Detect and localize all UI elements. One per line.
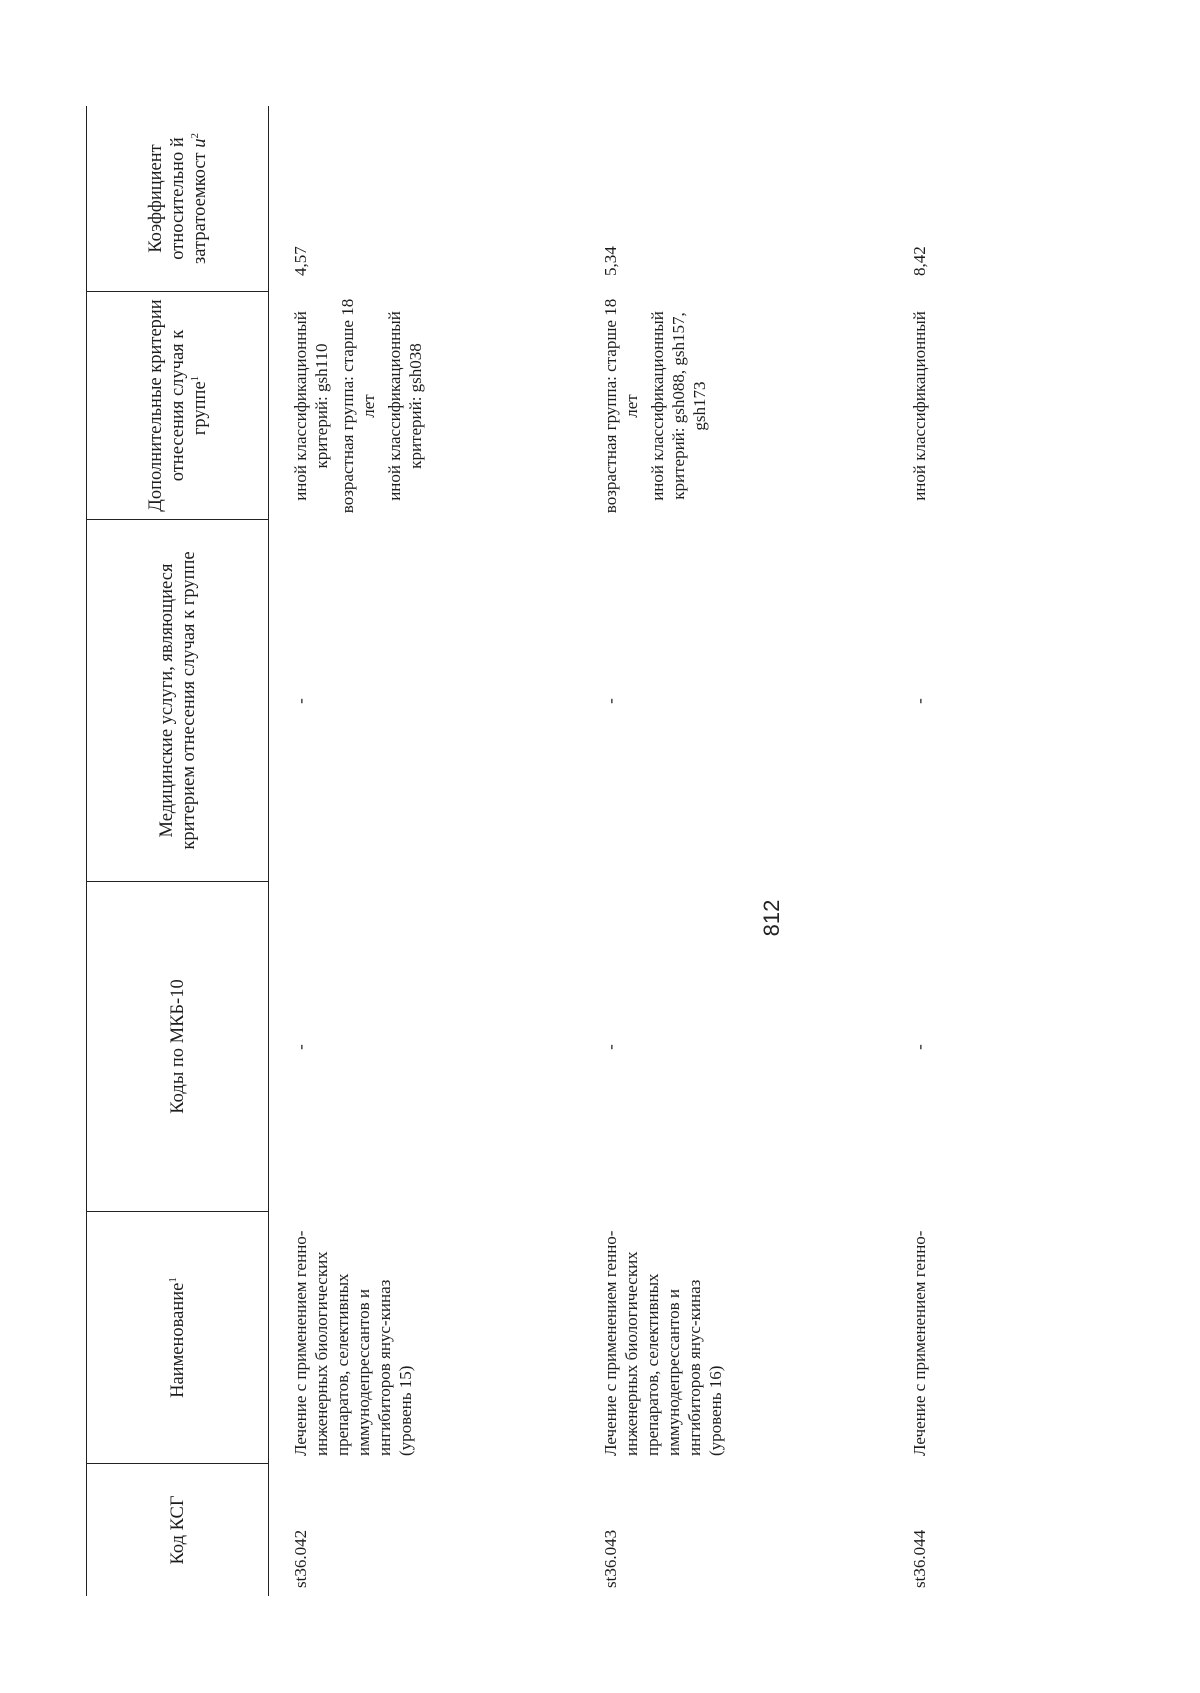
criteria-item: иной классификационный критерий: gsh088, gsh157, gsh173 bbox=[648, 311, 709, 501]
row-name: Лечение с применением генно- bbox=[910, 1230, 929, 1456]
page-number: 812 bbox=[759, 899, 784, 937]
table-header bbox=[86, 106, 269, 1596]
header-criteria bbox=[87, 292, 268, 520]
header-coefficient-footnote: 2 bbox=[188, 133, 201, 139]
row-criteria bbox=[290, 292, 431, 520]
header-name bbox=[87, 1212, 268, 1464]
header-services-label: Медицинские услуги, являющиеся критерием отнесения случая к группе bbox=[156, 551, 199, 850]
header-icd-label: Коды по МКБ-10 bbox=[167, 979, 188, 1114]
row-coefficient: 4,57 bbox=[291, 246, 310, 276]
row-icd: - bbox=[910, 1044, 929, 1050]
row-name: Лечение с применением генно-инженерных биологических препаратов, селективных иммунодепрессантов и ингибиторов янус-киназ (уровень 16) bbox=[601, 1230, 725, 1456]
row-code: st36.044 bbox=[910, 1529, 929, 1588]
header-criteria-label: Дополнительные критерии отнесения случая к группе bbox=[145, 299, 210, 512]
criteria-item: возрастная группа: старше 18 лет bbox=[601, 298, 641, 514]
row-coefficient: 8,42 bbox=[910, 246, 929, 276]
row-services: - bbox=[291, 698, 310, 704]
criteria-item: иной классификационный критерий: gsh038 bbox=[385, 311, 425, 501]
header-coefficient-label: Коэффициент относительно й затратоемкост bbox=[145, 137, 210, 264]
header-icd bbox=[87, 882, 268, 1212]
row-icd: - bbox=[601, 1044, 620, 1050]
row-coefficient: 5,34 bbox=[601, 246, 620, 276]
row-code: st36.042 bbox=[291, 1529, 310, 1588]
row-criteria bbox=[909, 292, 935, 520]
row-criteria bbox=[600, 292, 715, 520]
header-coefficient-tail: и bbox=[189, 138, 210, 148]
ksg-table bbox=[86, 106, 1200, 1596]
row-services: - bbox=[601, 698, 620, 704]
row-name: Лечение с применением генно-инженерных биологических препаратов, селективных иммунодепрессантов и ингибиторов янус-киназ (уровень 15) bbox=[291, 1230, 415, 1456]
header-coefficient bbox=[87, 106, 268, 292]
header-name-label: Наименование bbox=[167, 1282, 188, 1398]
header-name-footnote: 1 bbox=[166, 1277, 179, 1283]
header-services bbox=[87, 520, 268, 882]
row-services: - bbox=[910, 698, 929, 704]
criteria-item: возрастная группа: старше 18 лет bbox=[338, 298, 378, 514]
header-criteria-footnote: 1 bbox=[188, 375, 201, 382]
criteria-item: иной классификационный bbox=[910, 311, 929, 501]
criteria-item: иной классификационный критерий: gsh110 bbox=[291, 311, 331, 501]
header-code-label: Код КСГ bbox=[167, 1495, 188, 1565]
row-code: st36.043 bbox=[601, 1529, 620, 1588]
row-icd: - bbox=[291, 1044, 310, 1050]
header-code bbox=[87, 1464, 268, 1596]
